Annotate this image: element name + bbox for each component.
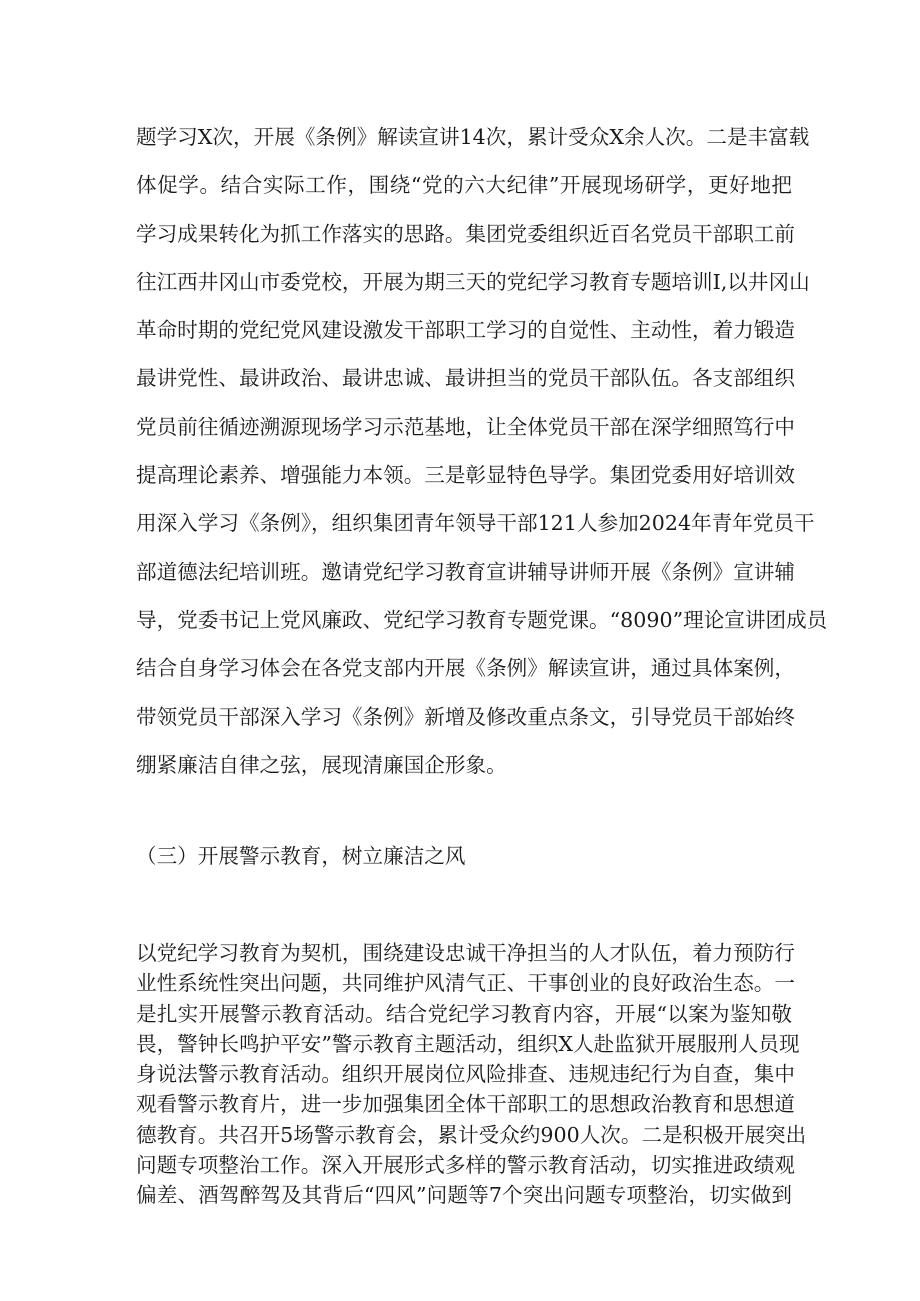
text-line: 身说法警示教育活动。组织开展岗位风险排查、违规违纪行为自查，集中 <box>136 1062 795 1087</box>
text-line: 德教育。共召开5场警示教育会，累计受众约900人次。二是积极开展突出 <box>136 1122 807 1147</box>
text-line: 结合自身学习体会在各党支部内开展《条例》解读宣讲，通过具体案例， <box>136 656 795 681</box>
text-line: 畏，警钟长鸣护平安”警示教育主题活动，组织X人赴监狱开展服刑人员现 <box>136 1031 800 1056</box>
text-line: 问题专项整治工作。深入开展形式多样的警示教育活动，切实推进政绩观 <box>136 1153 795 1178</box>
text-line: 以党纪学习教育为契机，围绕建设忠诚干净担当的人才队伍，着力预防行 <box>136 941 795 965</box>
text-line: 体促学。结合实际工作，围绕“党的六大纪律”开展现场研学，更好地把 <box>136 173 792 198</box>
text-line: 观看警示教育片，进一步加强集团全体干部职工的思想政治教育和思想道 <box>136 1092 795 1117</box>
section-heading: （三）开展警示教育，树立廉洁之风 <box>136 844 466 868</box>
text-line: 绷紧廉洁自律之弦，展现清廉国企形象。 <box>136 752 507 777</box>
text-line: 用深入学习《条例》，组织集团青年领导干部121人参加2024年青年党员干 <box>136 511 815 536</box>
text-line: 是扎实开展警示教育活动。结合党纪学习教育内容，开展“以案为鉴知敬 <box>136 1001 792 1026</box>
text-line: 部道德法纪培训班。邀请党纪学习教育宣讲辅导讲师开展《条例》宣讲辅 <box>136 559 795 584</box>
text-line: 题学习X次，开展《条例》解读宣讲14次，累计受众X余人次。二是丰富载 <box>136 125 810 149</box>
text-line: 最讲党性、最讲政治、最讲忠诚、最讲担当的党员干部队伍。各支部组织 <box>136 366 795 391</box>
body-paragraph-1 <box>136 113 828 789</box>
body-paragraph-2 <box>136 938 807 1211</box>
text-line: 革命时期的党纪党风建设激发干部职工学习的自觉性、主动性，着力锻造 <box>136 318 795 343</box>
text-line: 带领党员干部深入学习《条例》新增及修改重点条文，引导党员干部始终 <box>136 704 795 729</box>
text-line: 提高理论素养、增强能力本领。三是彰显特色导学。集团党委用好培训效 <box>136 463 795 488</box>
text-line: 导，党委书记上党风廉政、党纪学习教育专题党课。“8090”理论宣讲团成员 <box>136 607 828 632</box>
text-line: 业性系统性突出问题，共同维护风清气正、干事创业的良好政治生态。一 <box>136 971 795 996</box>
text-line: 学习成果转化为抓工作落实的思路。集团党委组织近百名党员干部职工前 <box>136 221 795 246</box>
text-line: 往江西井冈山市委党校，开展为期三天的党纪学习教育专题培训I,以井冈山 <box>136 269 810 294</box>
text-line: 党员前往循迹溯源现场学习示范基地，让全体党员干部在深学细照笃行中 <box>136 414 795 439</box>
text-line: 偏差、酒驾醉驾及其背后“四风”问题等7个突出问题专项整治，切实做到 <box>136 1183 792 1208</box>
